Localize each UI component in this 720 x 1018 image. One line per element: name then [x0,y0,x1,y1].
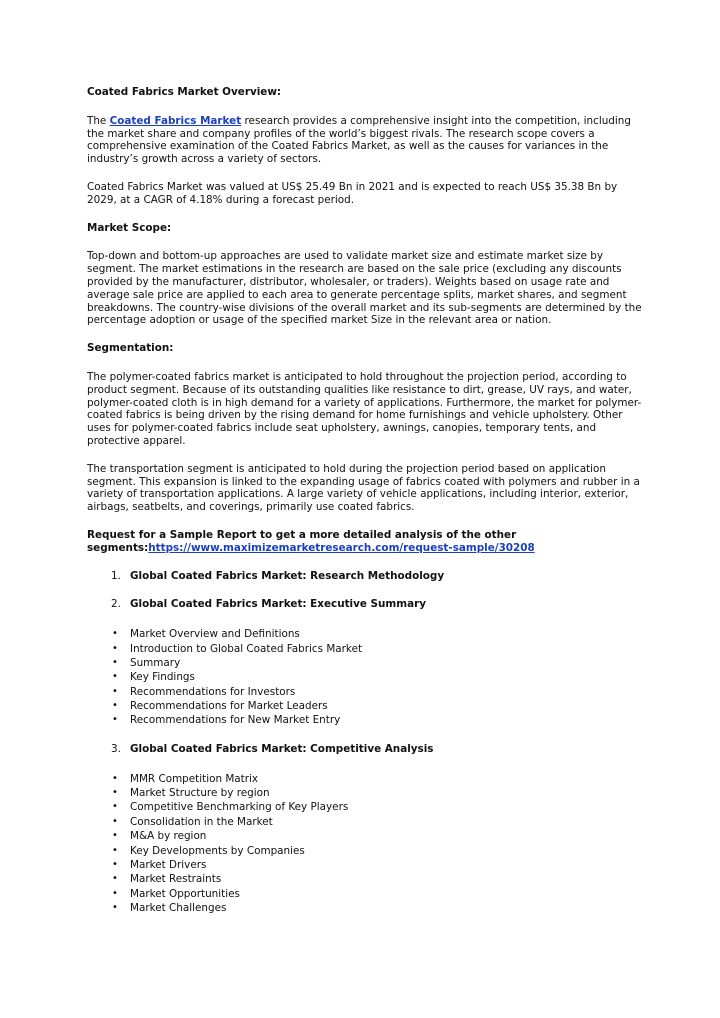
toc-item-1-number: 1. [111,569,121,582]
bullet-icon: • [112,787,118,799]
list-item [87,829,642,843]
bullet-icon: • [112,815,118,827]
bullet-icon: • [112,902,118,914]
bullet-icon: • [112,685,118,697]
market-scope-heading: Market Scope: [87,221,172,234]
bullet-icon: • [112,858,118,870]
list-item [87,901,642,915]
list-item [87,656,642,670]
list-item [87,858,642,872]
list-item [87,815,642,829]
list-item [87,772,642,786]
toc-item-3 [87,743,642,756]
segmentation-paragraph-2: The transportation segment is anticipated to hold during the projection period based on application segment. This expansion is linked to the expanding usage of fabrics coated with polymers and rubber in a variety of transportation applications. A large variety of vehicle applications, including interior, exterior, airbags, seatbelts, and coverings, primarily use coated fabrics. [87,462,640,514]
segmentation-heading: Segmentation: [87,342,174,355]
list-item-label: Market Restraints [130,873,222,886]
list-item-label: Summary [130,656,181,669]
overview-p1-prefix: The [87,114,110,127]
overview-p1-rest: research provides a comprehensive insight into the competition, including the market share and company profiles of the world’s biggest rivals. The research scope covers a comprehensive examination of the Coated Fabrics Market, as well as the causes for variances in the industry’s growth across a variety of sectors. [87,114,631,166]
toc-item-1-label: Global Coated Fabrics Market: Research Methodology [130,569,445,582]
bullet-icon: • [112,830,118,842]
list-item-label: M&A by region [130,830,207,843]
list-item-label: Key Developments by Companies [130,844,305,857]
list-item-label: Recommendations for Investors [130,685,296,698]
sample-request-label: Request for a Sample Report to get a more detailed analysis of the other segments: [87,528,517,554]
bullet-icon: • [112,801,118,813]
bullet-icon: • [112,887,118,899]
list-item-label: Introduction to Global Coated Fabrics Market [130,642,363,655]
bullet-icon: • [112,671,118,683]
bullet-icon: • [112,844,118,856]
list-item [87,685,642,699]
bullet-icon: • [112,656,118,668]
overview-paragraph-2: Coated Fabrics Market was valued at US$ 25.49 Bn in 2021 and is expected to reach US$ 35.38 Bn by 2029, at a CAGR of 4.18% during a forecast period. [87,180,618,206]
coated-fabrics-market-link[interactable]: Coated Fabrics Market [109,114,242,127]
bullet-icon: • [112,772,118,784]
toc-item-3-label: Global Coated Fabrics Market: Competitive Analysis [130,742,434,755]
bullet-icon: • [112,714,118,726]
list-item-label: MMR Competition Matrix [130,772,259,785]
list-item-label: Market Structure by region [130,787,270,800]
document-page [87,86,642,916]
list-item-label: Market Overview and Definitions [130,628,300,641]
list-item [87,642,642,656]
list-item [87,670,642,684]
toc-item-3-number: 3. [111,742,121,755]
segmentation-paragraph-1: The polymer-coated fabrics market is anticipated to hold throughout the projection period, according to product segment. Because of its outstanding qualities like resistance to dirt, grease, UV rays, and water, polymer-coated cloth is in high demand for a variety of applications. Furthermore, the market for polymer-coated fabrics is being driven by the rising demand for home furnishings and vehicle upholstery. Other uses for polymer-coated fabrics include seat upholstery, awnings, canopies, temporary tents, and protective apparel. [87,370,642,447]
sample-request-link[interactable]: https://www.maximizemarketresearch.com/request-sample/30208 [148,541,535,554]
overview-heading: Coated Fabrics Market Overview: [87,86,282,98]
bullet-icon: • [112,642,118,654]
sample-request-text [87,529,642,555]
list-item-label: Market Drivers [130,858,207,871]
list-item [87,699,642,713]
toc-item-2-number: 2. [111,598,121,611]
list-item [87,627,642,641]
list-item-label: Consolidation in the Market [130,815,273,828]
list-item [87,844,642,858]
list-item [87,800,642,814]
list-item-label: Recommendations for New Market Entry [130,714,341,727]
list-item-label: Market Challenges [130,902,227,915]
list-item [87,713,642,727]
list-item [87,887,642,901]
list-item [87,872,642,886]
list-item-label: Market Opportunities [130,887,240,900]
bullet-icon: • [112,873,118,885]
bullet-icon: • [112,628,118,640]
executive-summary-list [87,627,642,728]
list-item [87,786,642,800]
competitive-analysis-list [87,772,642,916]
toc-item-2-label: Global Coated Fabrics Market: Executive Summary [130,598,426,611]
list-item-label: Competitive Benchmarking of Key Players [130,801,349,814]
overview-paragraph-1 [87,115,642,166]
list-item-label: Recommendations for Market Leaders [130,700,328,713]
toc-item-1 [87,570,642,583]
toc-item-2 [87,598,642,611]
market-scope-paragraph: Top-down and bottom-up approaches are used to validate market size and estimate market size by segment. The market estimations in the research are based on the sale price (excluding any discounts provided by the manufacturer, distributor, wholesaler, or traders). Weights based on usage rate and average sale price are applied to each area to generate percentage splits, market shares, and segment breakdowns. The country-wise divisions of the overall market and its sub-segments are determined by the percentage adoption or usage of the specified market Size in the relevant area or nation. [87,250,642,327]
list-item-label: Key Findings [130,671,195,684]
bullet-icon: • [112,700,118,712]
